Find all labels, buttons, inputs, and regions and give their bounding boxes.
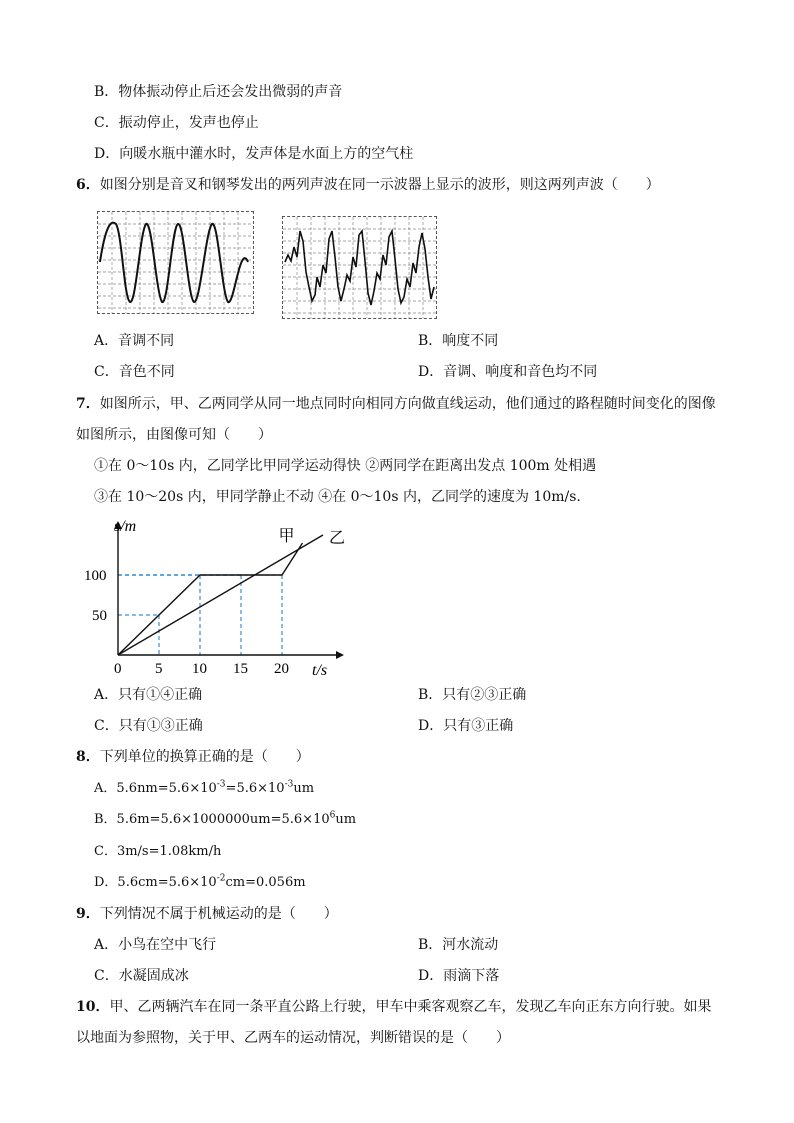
q8-a-part1: A．5.6nm=5.6×10 — [94, 781, 217, 796]
y-axis-label: s/m — [114, 518, 137, 535]
q5-option-c: C．振动停止，发声也停止 — [94, 115, 259, 131]
q9-option-a: A．小鸟在空中飞行 — [94, 937, 217, 953]
q10-number: 10． — [76, 999, 110, 1015]
x-tick-0: 0 — [114, 661, 122, 677]
q8-option-c: C．3m/s=1.08km/h — [94, 844, 222, 859]
q7-option-b: B．只有②③正确 — [418, 687, 527, 703]
q8-d-part1: D．5.6cm=5.6×10 — [94, 875, 217, 890]
q9-option-d: D．雨滴下落 — [418, 968, 500, 984]
y-tick-1: 100 — [84, 568, 107, 584]
q6-option-a: A．音调不同 — [94, 333, 175, 349]
x-tick-3: 15 — [233, 661, 248, 677]
q6-option-b: B．响度不同 — [418, 333, 499, 349]
q9-stem — [76, 905, 338, 923]
q9-number: 9． — [76, 906, 100, 922]
q5-option-b: B．物体振动停止后还会发出微弱的声音 — [94, 84, 343, 100]
q6-option-d: D．音调、响度和音色均不同 — [418, 364, 598, 380]
q8-d-exponent: -2 — [216, 873, 226, 884]
q9-option-c: C．水凝固成冰 — [94, 968, 189, 984]
q6-number: 6． — [76, 177, 100, 193]
x-tick-1: 5 — [155, 661, 163, 677]
q9-option-b: B．河水流动 — [418, 937, 499, 953]
series-label-1: 乙 — [329, 530, 346, 547]
q8-d-part2: cm=0.056m — [225, 875, 306, 890]
q10-stem-line2: 以地面为参照物，关于甲、乙两车的运动情况，判断错误的是（ ） — [76, 1030, 510, 1046]
series-label-0: 甲 — [278, 528, 295, 545]
q8-b-exponent: 6 — [329, 810, 336, 821]
x-tick-4: 20 — [274, 661, 289, 677]
q8-a-part3: um — [293, 781, 315, 796]
q8-number: 8． — [76, 749, 100, 765]
q6-stem — [76, 176, 660, 194]
x-axis-label: t/s — [312, 662, 328, 679]
q8-a-exponent1: -3 — [216, 779, 226, 790]
q7-statement-1-2: ①在 0～10s 内，乙同学比甲同学运动得快 ②两同学在距离出发点 100m 处相遇 — [94, 458, 597, 474]
q8-stem — [76, 748, 310, 766]
q10-text-1: 甲、乙两辆汽车在同一条平直公路上行驶，甲车中乘客观察乙车，发现乙车向正东方向行驶。如果 — [109, 999, 712, 1015]
q8-b-part1: B．5.6m=5.6×1000000um=5.6×10 — [94, 812, 330, 827]
q7-option-a: A．只有①④正确 — [94, 687, 203, 703]
x-axis-arrow — [336, 651, 344, 659]
q5-option-d: D．向暖水瓶中灌水时，发声体是水面上方的空气柱 — [94, 146, 414, 162]
q7-option-d: D．只有③正确 — [418, 718, 514, 734]
q6-text: 如图分别是音叉和钢琴发出的两列声波在同一示波器上显示的波形，则这两列声波（ ） — [99, 177, 660, 193]
x-tick-2: 10 — [192, 661, 207, 677]
q7-number: 7． — [76, 396, 100, 412]
q8-option-b — [94, 811, 356, 829]
tuning-fork-waveform — [97, 211, 254, 314]
q9-text: 下列情况不属于机械运动的是（ ） — [99, 906, 338, 922]
q7-option-c: C．只有①③正确 — [94, 718, 203, 734]
q8-text: 下列单位的换算正确的是（ ） — [99, 749, 310, 765]
q10-stem-line1 — [76, 998, 711, 1016]
piano-waveform — [282, 216, 437, 319]
q8-b-part2: um — [335, 812, 357, 827]
q8-option-a — [94, 780, 314, 798]
q8-option-d — [94, 874, 306, 892]
q8-a-exponent2: -3 — [284, 779, 294, 790]
q6-option-c: C．音色不同 — [94, 364, 175, 380]
q8-a-part2: =5.6×10 — [225, 781, 285, 796]
y-tick-0: 50 — [92, 608, 107, 624]
distance-time-chart — [80, 515, 350, 680]
q7-stem-line2: 如图所示，由图像可知（ ） — [76, 427, 272, 443]
q7-stem-line1 — [76, 395, 716, 413]
q7-text-1: 如图所示，甲、乙两同学从同一地点同时向相同方向做直线运动，他们通过的路程随时间变化的图像 — [99, 396, 716, 412]
q7-statement-3-4: ③在 10～20s 内，甲同学静止不动 ④在 0～10s 内，乙同学的速度为 10m/s. — [94, 489, 581, 505]
series-line-1 — [118, 535, 323, 655]
